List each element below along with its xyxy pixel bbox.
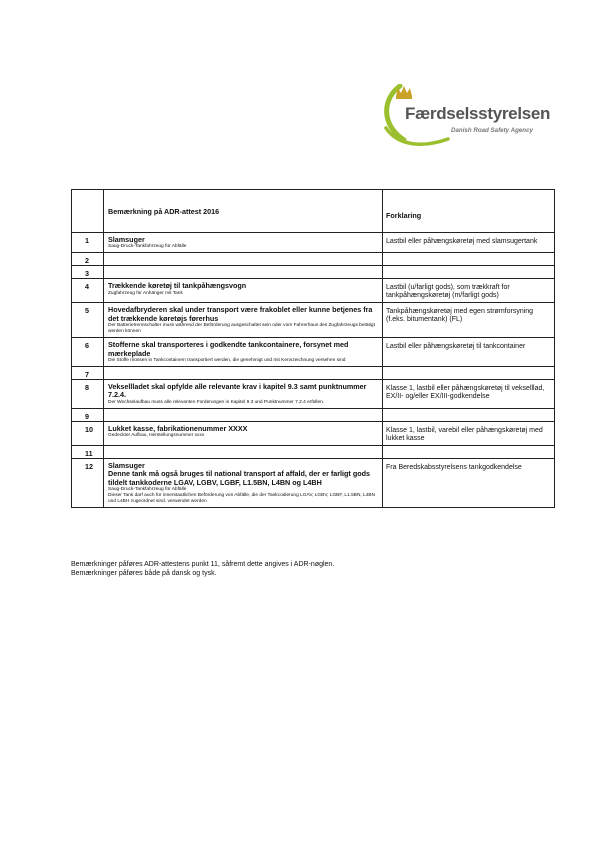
explanation-cell: Lastbil eller påhængskøretøj med slamsugertank [383, 233, 555, 253]
remark-german: Saug-Druck-Tankfahrzeug für Abfälle Dieser Tank darf auch für innerstaatlichen Beförderung von Abfälle, die der Tankcodierung LGAV, LGBV, LGBF, L1.5BN, L4BN und L4BH zugeordnet sind, verwendet werden [108, 487, 376, 505]
explanation-cell [383, 408, 555, 421]
table-row [72, 380, 555, 409]
agency-name: Færdselsstyrelsen [405, 104, 551, 123]
row-number: 8 [72, 380, 104, 409]
remark-cell [104, 367, 383, 380]
table-row [72, 279, 555, 303]
table-row [72, 458, 555, 507]
explanation-cell [383, 445, 555, 458]
remark-danish: Slamsuger Denne tank må også bruges til national transport af affald, der er farligt gods tildelt tankkoderne LGAV, LGBV, LGBF, L1.5BN, L4BN og L4BH [108, 460, 370, 487]
remark-cell [104, 421, 383, 445]
remark-german: Die Stoffe müssen in Tankcontainern transportiert werden, die genehmigt und mit Kennzeichnung versehen sind [108, 358, 346, 364]
header-remark: Bemærkning på ADR-attest 2016 [108, 207, 220, 216]
row-number: 7 [72, 367, 104, 380]
remark-danish: Hovedafbryderen skal under transport være frakoblet eller kunne betjenes fra det trækkende køretøjs førerhus [108, 305, 373, 323]
explanation-cell: Lastbil eller påhængskøretøj til tankcontainer [383, 338, 555, 367]
table-row [72, 303, 555, 338]
remark-cell [104, 445, 383, 458]
table-row [72, 266, 555, 279]
explanation-cell: Lastbil (u/farligt gods), som trækkraft for tankpåhængskøretøj (m/farligt gods) [383, 279, 555, 303]
explanation-cell: Fra Beredskabsstyrelsens tankgodkendelse [383, 458, 555, 507]
footnotes [71, 560, 334, 578]
table-row [72, 253, 555, 266]
explanation-cell [383, 266, 555, 279]
footnote: Bemærkninger påføres både på dansk og tysk. [71, 570, 217, 577]
row-number: 11 [72, 445, 104, 458]
explanation-cell: Klasse 1, lastbil eller påhængskøretøj til vekselllad, EX/II- og/eller EX/III-godkendelse [383, 380, 555, 409]
header-explanation: Forklaring [386, 211, 422, 220]
remark-german: Der Batterietrennschalter muss während der Beförderung ausgeschaltet sein oder vom Fahrerhaus des Zugfahrzeugs betätigt werden können [108, 323, 375, 335]
remark-danish: Stofferne skal transporteres i godkendte tankcontainere, forsynet med mærkeplade [108, 340, 349, 358]
row-number: 1 [72, 233, 104, 253]
remark-german: Gedeckter Aufbau, Herstellungsnummer xxxx [108, 433, 205, 439]
remarks-table [71, 189, 555, 508]
remark-cell [104, 266, 383, 279]
row-number: 10 [72, 421, 104, 445]
table-row [72, 421, 555, 445]
remark-german: Saug-Druck-Tankfahrzeug für Abfälle [108, 244, 187, 250]
explanation-cell [383, 367, 555, 380]
remark-cell [104, 233, 383, 253]
row-number: 2 [72, 253, 104, 266]
header-num-cell [72, 190, 104, 233]
remark-danish: Veksellladet skal opfylde alle relevante krav i kapitel 9.3 samt punktnummer 7.2.4. [108, 382, 367, 400]
table-header-row [72, 190, 555, 233]
row-number: 6 [72, 338, 104, 367]
header-explanation-cell [383, 190, 555, 233]
table-row [72, 233, 555, 253]
remark-danish: Slamsuger [108, 235, 145, 244]
row-number: 9 [72, 408, 104, 421]
row-number: 4 [72, 279, 104, 303]
remark-german: Zugfahrzeug für Anhänger mit Tank [108, 290, 183, 296]
remark-cell [104, 253, 383, 266]
table-row [72, 445, 555, 458]
table-body [72, 233, 555, 508]
explanation-cell: Tankpåhængskøretøj med egen strømforsyning (f.eks. bitumentank) (FL) [383, 303, 555, 338]
remark-danish: Trækkende køretøj til tankpåhængsvogn [108, 281, 247, 291]
table-row [72, 408, 555, 421]
remark-cell [104, 303, 383, 338]
footnote: Bemærkninger påføres ADR-attestens punkt 11, såfremt dette angives i ADR-nøglen. [71, 561, 335, 568]
agency-logo [378, 84, 563, 150]
table-row [72, 338, 555, 367]
remarks-document [71, 189, 554, 508]
header-remark-cell [104, 190, 383, 233]
row-number: 3 [72, 266, 104, 279]
row-number: 12 [72, 458, 104, 507]
explanation-cell [383, 253, 555, 266]
row-number: 5 [72, 303, 104, 338]
remark-cell [104, 458, 383, 507]
remark-danish: Lukket kasse, fabrikationenummer XXXX [108, 423, 248, 433]
remark-cell [104, 338, 383, 367]
remark-cell [104, 408, 383, 421]
agency-subtitle: Danish Road Safety Agency [451, 127, 533, 134]
table-row [72, 367, 555, 380]
remark-cell [104, 380, 383, 409]
remark-cell [104, 279, 383, 303]
remark-german: Der Wechselaufbau muss alle relevanten Forderungen in Kapitel 9.3 und Punktnummer 7.2.4 erfüllen. [108, 399, 325, 405]
explanation-cell: Klasse 1, lastbil, varebil eller påhængskøretøj med lukket kasse [383, 421, 555, 445]
